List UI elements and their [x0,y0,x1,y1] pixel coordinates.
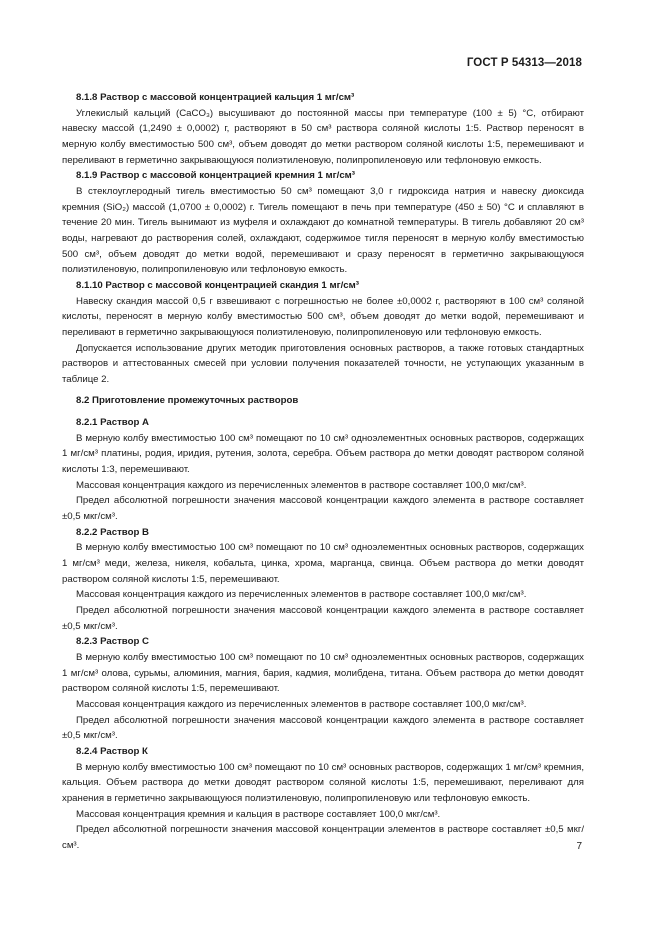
paragraph: В мерную колбу вместимостью 100 см³ помещают по 10 см³ одноэлементных основных растворов, содержащих 1 мг/см³ платины, родия, иридия, рутения, золота, серебра. Объем раствора до метки доводят раствором соляной кислоты 1:3, перемешивают. [62,432,584,476]
paragraph: Массовая концентрация каждого из перечисленных элементов в растворе составляет 100,0 мкг/см³. [76,479,527,491]
paragraph: В мерную колбу вместимостью 100 см³ помещают по 10 см³ основных растворов, содержащих 1 мг/см³ кремния, кальция. Объем раствора до метки доводят раствором соляной кислоты 1:5, перемешивают, переливают для хранения в герметично закрывающуюся полиэтиленовую, полипропиленовую или тефлоновую емкость. [62,761,584,804]
paragraph: Предел абсолютной погрешности значения массовой концентрации элементов в растворе составляет ±0,5 мкг/см³. [62,824,584,851]
heading-8-2-3: 8.2.3 Раствор С [76,636,149,648]
heading-8-1-9: 8.1.9 Раствор с массовой концентрацией кремния 1 мг/см³ [76,170,355,182]
heading-8-2-1: 8.2.1 Раствор А [76,417,149,429]
page-number: 7 [576,841,582,852]
paragraph: Массовая концентрация каждого из перечисленных элементов в растворе составляет 100,0 мкг/см³. [76,698,527,710]
paragraph: Массовая концентрация каждого из перечисленных элементов в растворе составляет 100,0 мкг/см³. [76,589,527,601]
paragraph: Углекислый кальций (CaCO₃) высушивают до постоянной массы при температуре (100 ± 5) °С, отбирают навеску массой (1,2490 ± 0,0002) г, растворяют в 50 см³ раствора соляной кислоты 1:5. Раствор переносят в мерную колбу вместимостью 500 см³, объем доводят до метки раствором соляной кислоты 1:5, перемешивают и переливают в герметично закрывающуюся полиэтиленовую, полипропиленовую или тефлоновую емкость. [62,107,584,166]
note-paragraph: Допускается использование других методик приготовления основных растворов, а также готовых стандартных растворов и аттестованных смесей при условии получения показателей точности, не уступающих указанным в таблице 2. [62,342,584,385]
document-id: ГОСТ Р 54313—2018 [466,57,582,69]
paragraph: Предел абсолютной погрешности значения массовой концентрации каждого элемента в растворе составляет ±0,5 мкг/см³. [62,605,584,632]
paragraph: В стеклоуглеродный тигель вместимостью 50 см³ помещают 3,0 г гидроксида натрия и навеску диоксида кремния (SiO₂) массой (1,0700 ± 0,0002) г. Тигель помещают в печь при температуре (450 ± 50) °С и сплавляют в течение 20 мин. Тигель вынимают из муфеля и охлаждают до комнатной температуры. В тигель добавляют 20 см³ воды, нагревают до растворения солей, охлаждают, содержимое тигля переносят в мерную колбу вместимостью 500 см³, объем доводят до метки водой, перемешивают и сразу переносят в герметично закрывающуюся полиэтиленовую, полипропиленовую или тефлоновую емкость. [62,185,584,276]
heading-8-1-10: 8.1.10 Раствор с массовой концентрацией скандия 1 мг/см³ [76,279,359,291]
heading-8-1-8: 8.1.8 Раствор с массовой концентрацией кальция 1 мг/см³ [76,92,355,103]
paragraph: В мерную колбу вместимостью 100 см³ помещают по 10 см³ одноэлементных основных растворов, содержащих 1 мг/см³ олова, сурьмы, алюминия, магния, бария, кадмия, молибдена, титана. Объем раствора до метки доводят раствором соляной кислоты 1:5, перемешивают. [62,651,584,695]
heading-8-2-2: 8.2.2 Раствор В [76,526,149,538]
paragraph: Навеску скандия массой 0,5 г взвешивают с погрешностью не более ±0,0002 г, растворяют в 100 см³ соляной кислоты, переносят в мерную колбу вместимостью 500 см³, объем доводят до метки водой, перемешивают и переливают в герметично закрывающуюся полиэтиленовую, полипропиленовую или тефлоновую емкость. [62,295,584,338]
document-body [62,90,584,854]
heading-8-2-4: 8.2.4 Раствор К [76,745,148,757]
paragraph: Массовая концентрация кремния и кальция в растворе составляет 100,0 мкг/см³. [76,808,441,820]
paragraph: Предел абсолютной погрешности значения массовой концентрации каждого элемента в растворе составляет ±0,5 мкг/см³. [62,714,584,742]
heading-8-2: 8.2 Приготовление промежуточных растворов [76,395,299,407]
paragraph: В мерную колбу вместимостью 100 см³ помещают по 10 см³ одноэлементных основных растворов, содержащих 1 мг/см³ меди, железа, никеля, кобальта, цинка, хрома, марганца, свинца. Объем раствора до метки доводят раствором соляной кислоты 1:5, перемешивают. [62,542,584,585]
paragraph: Предел абсолютной погрешности значения массовой концентрации каждого элемента в растворе составляет ±0,5 мкг/см³. [62,495,584,523]
